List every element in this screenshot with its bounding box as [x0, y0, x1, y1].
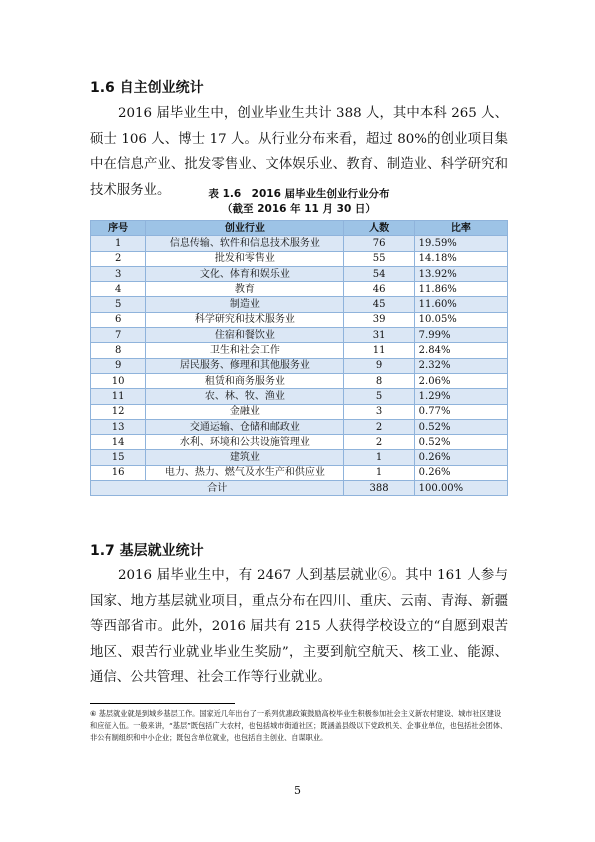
- row-rate: 0.26%: [414, 465, 507, 480]
- row-industry: 农、林、牧、渔业: [146, 389, 344, 404]
- header-index: 序号: [91, 221, 146, 236]
- row-index: 6: [91, 312, 146, 327]
- row-index: 12: [91, 404, 146, 419]
- row-count: 9: [344, 358, 414, 373]
- row-rate: 7.99%: [414, 328, 507, 343]
- row-index: 3: [91, 266, 146, 281]
- table-row: [91, 435, 508, 450]
- table-row: [91, 389, 508, 404]
- row-count: 39: [344, 312, 414, 327]
- table-row: [91, 419, 508, 434]
- row-index: 5: [91, 297, 146, 312]
- row-index: 7: [91, 328, 146, 343]
- section-1-7-paragraph: 2016 届毕业生中，有 2467 人到基层就业⑥。其中 161 人参与国家、地方基层就业项目，重点分布在四川、重庆、云南、青海、新疆等西部省市。此外，2016 届共有 215 人获得学校设立的“自愿到艰苦地区、艰苦行业就业毕业生奖励”，主要到航空航天、核工业、能源、通信、公共管理、社会工作等行业就业。: [90, 568, 508, 685]
- footnote: ⑥ 基层就业就是到城乡基层工作。国家近几年出台了一系列优惠政策鼓励高校毕业生积极参加社会主义新农村建设、城市社区建设和应征入伍。一般来讲，“基层”既包括广大农村，也包括城市街道社区；既涵盖县级以下党政机关、企事业单位，也包括社会团体、非公有制组织和中小企业；既包含单位就业，也包括自主创业、自谋职业。: [90, 709, 508, 742]
- row-rate: 14.18%: [414, 251, 507, 266]
- page-number: 5: [294, 784, 301, 797]
- row-index: 13: [91, 419, 146, 434]
- table-row: [91, 251, 508, 266]
- row-rate: 2.32%: [414, 358, 507, 373]
- table-row: [91, 312, 508, 327]
- row-rate: 13.92%: [414, 266, 507, 281]
- row-count: 8: [344, 373, 414, 388]
- row-rate: 0.26%: [414, 450, 507, 465]
- row-count: 11: [344, 343, 414, 358]
- table-row: [91, 236, 508, 251]
- row-count: 76: [344, 236, 414, 251]
- table-row: [91, 266, 508, 281]
- row-rate: 11.86%: [414, 282, 507, 297]
- table-caption: 表 1.6 2016 届毕业生创业行业分布: [208, 188, 390, 200]
- row-industry: 居民服务、修理和其他服务业: [146, 358, 344, 373]
- row-industry: 信息传输、软件和信息技术服务业: [146, 236, 344, 251]
- row-rate: 0.52%: [414, 435, 507, 450]
- row-industry: 卫生和社会工作: [146, 343, 344, 358]
- table-row: [91, 343, 508, 358]
- section-1-6-paragraph: 2016 届毕业生中，创业毕业生共计 388 人，其中本科 265 人、硕士 106 人、博士 17 人。从行业分布来看，超过 80%的创业项目集中在信息产业、批发零售业、文体娱乐业、教育、制造业、科学研究和技术服务业。: [90, 106, 508, 198]
- row-rate: 0.52%: [414, 419, 507, 434]
- section-heading-1-6: 1.6 自主创业统计: [90, 80, 204, 96]
- row-industry: 教育: [146, 282, 344, 297]
- row-industry: 电力、热力、燃气及水生产和供应业: [146, 465, 344, 480]
- table-total-row: [91, 481, 508, 496]
- row-count: 1: [344, 465, 414, 480]
- row-industry: 租赁和商务服务业: [146, 373, 344, 388]
- row-index: 9: [91, 358, 146, 373]
- table-row: [91, 404, 508, 419]
- total-count: 388: [344, 481, 414, 496]
- row-industry: 科学研究和技术服务业: [146, 312, 344, 327]
- row-rate: 10.05%: [414, 312, 507, 327]
- total-rate: 100.00%: [414, 481, 507, 496]
- row-industry: 文化、体育和娱乐业: [146, 266, 344, 281]
- total-label: 合计: [91, 481, 344, 496]
- table-row: [91, 450, 508, 465]
- row-index: 14: [91, 435, 146, 450]
- table-row: [91, 358, 508, 373]
- row-count: 2: [344, 419, 414, 434]
- header-count: 人数: [344, 221, 414, 236]
- row-rate: 11.60%: [414, 297, 507, 312]
- table-header-row: [91, 221, 508, 236]
- row-industry: 住宿和餐饮业: [146, 328, 344, 343]
- row-count: 31: [344, 328, 414, 343]
- header-industry: 创业行业: [146, 221, 344, 236]
- row-count: 55: [344, 251, 414, 266]
- footnote-divider: [90, 703, 235, 704]
- row-index: 4: [91, 282, 146, 297]
- row-count: 5: [344, 389, 414, 404]
- row-count: 2: [344, 435, 414, 450]
- table-row: [91, 297, 508, 312]
- row-index: 11: [91, 389, 146, 404]
- row-index: 2: [91, 251, 146, 266]
- industry-distribution-table: [90, 220, 508, 496]
- row-index: 1: [91, 236, 146, 251]
- row-count: 54: [344, 266, 414, 281]
- row-rate: 2.84%: [414, 343, 507, 358]
- row-rate: 0.77%: [414, 404, 507, 419]
- row-index: 16: [91, 465, 146, 480]
- row-index: 15: [91, 450, 146, 465]
- table-subcaption: （截至 2016 年 11 月 30 日）: [222, 203, 376, 215]
- table-row: [91, 328, 508, 343]
- table-row: [91, 282, 508, 297]
- row-index: 8: [91, 343, 146, 358]
- section-heading-1-7: 1.7 基层就业统计: [90, 543, 204, 559]
- table-row: [91, 373, 508, 388]
- row-rate: 19.59%: [414, 236, 507, 251]
- row-industry: 金融业: [146, 404, 344, 419]
- row-industry: 建筑业: [146, 450, 344, 465]
- row-count: 3: [344, 404, 414, 419]
- header-rate: 比率: [414, 221, 507, 236]
- row-rate: 2.06%: [414, 373, 507, 388]
- row-index: 10: [91, 373, 146, 388]
- row-industry: 交通运输、仓储和邮政业: [146, 419, 344, 434]
- row-count: 46: [344, 282, 414, 297]
- row-industry: 制造业: [146, 297, 344, 312]
- row-count: 45: [344, 297, 414, 312]
- row-count: 1: [344, 450, 414, 465]
- row-industry: 水利、环境和公共设施管理业: [146, 435, 344, 450]
- row-industry: 批发和零售业: [146, 251, 344, 266]
- row-rate: 1.29%: [414, 389, 507, 404]
- table-row: [91, 465, 508, 480]
